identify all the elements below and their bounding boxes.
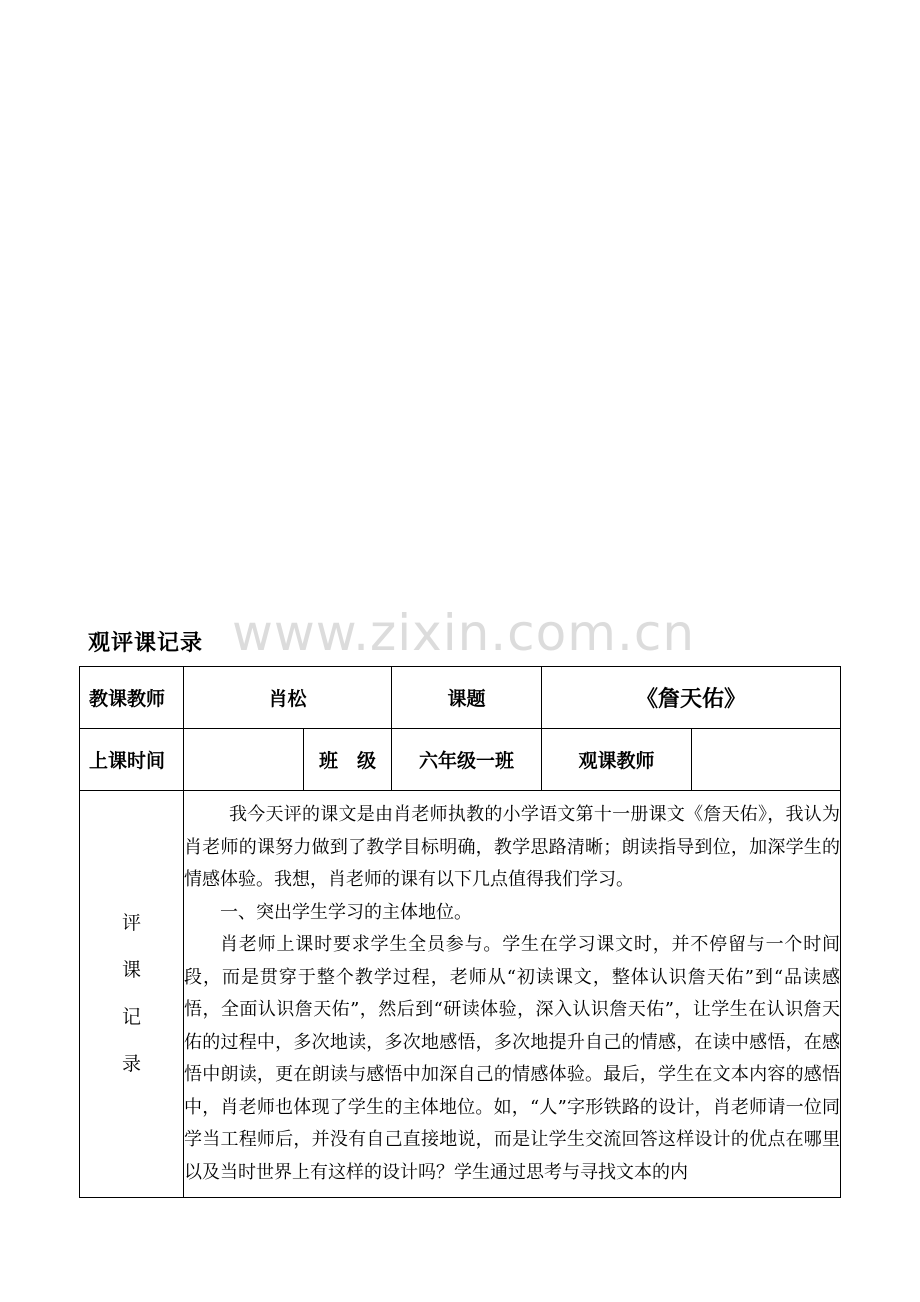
page-title: 观评课记录 [88, 631, 204, 656]
watermark: www.zixin.com.cn [232, 604, 696, 662]
table-row [80, 729, 841, 791]
paragraph: 我今天评的课文是由肖老师执教的小学语文第十一册课文《詹天佑》，我认为肖老师的课努力做到了教学目标明确，教学思路清晰；朗读指导到位，加深学生的情感体验。我想，肖老师的课有以下几点值得我们学习。 [184, 804, 841, 890]
section-label [80, 791, 184, 1198]
time-label: 上课时间 [80, 729, 184, 791]
paragraph: 肖老师上课时要求学生全员参与。学生在学习课文时，并不停留与一个时间段，而是贯穿于整个教学过程，老师从“初读课文，整体认识詹天佑”到“品读感悟，全面认识詹天佑”，然后到“研读体验，深入认识詹天佑”，让学生在认识詹天佑的过程中，多次地读，多次地感悟，多次地提升自己的情感，在读中感悟，在感悟中朗读，更在朗读与感悟中加深自己的情感体验。最后，学生在文本内容的感悟中，肖老师也体现了学生的主体地位。如，“人”字形铁路的设计，肖老师请一位同学当工程师后，并没有自己直接地说，而是让学生交流回答这样设计的优点在哪里以及当时世界上有这样的设计吗？学生通过思考与寻找文本的内 [184, 934, 841, 1183]
section-label-char: 课 [121, 959, 141, 981]
section-label-char: 记 [121, 1006, 141, 1028]
record-table [79, 666, 841, 1198]
time-value [184, 729, 304, 791]
table-row [80, 791, 841, 1198]
observer-value [692, 729, 841, 791]
teacher-label: 教课教师 [80, 667, 184, 729]
review-content [184, 791, 841, 1198]
paragraph: 一、突出学生学习的主体地位。 [220, 901, 472, 923]
observer-label: 观课教师 [542, 729, 692, 791]
section-label-char: 录 [121, 1053, 141, 1075]
topic-value: 《詹天佑》 [542, 667, 841, 729]
table-row [80, 667, 841, 729]
section-label-char: 评 [121, 912, 141, 934]
topic-label: 课题 [392, 667, 542, 729]
teacher-value: 肖松 [184, 667, 392, 729]
class-label: 班 级 [304, 729, 392, 791]
class-value: 六年级一班 [392, 729, 542, 791]
